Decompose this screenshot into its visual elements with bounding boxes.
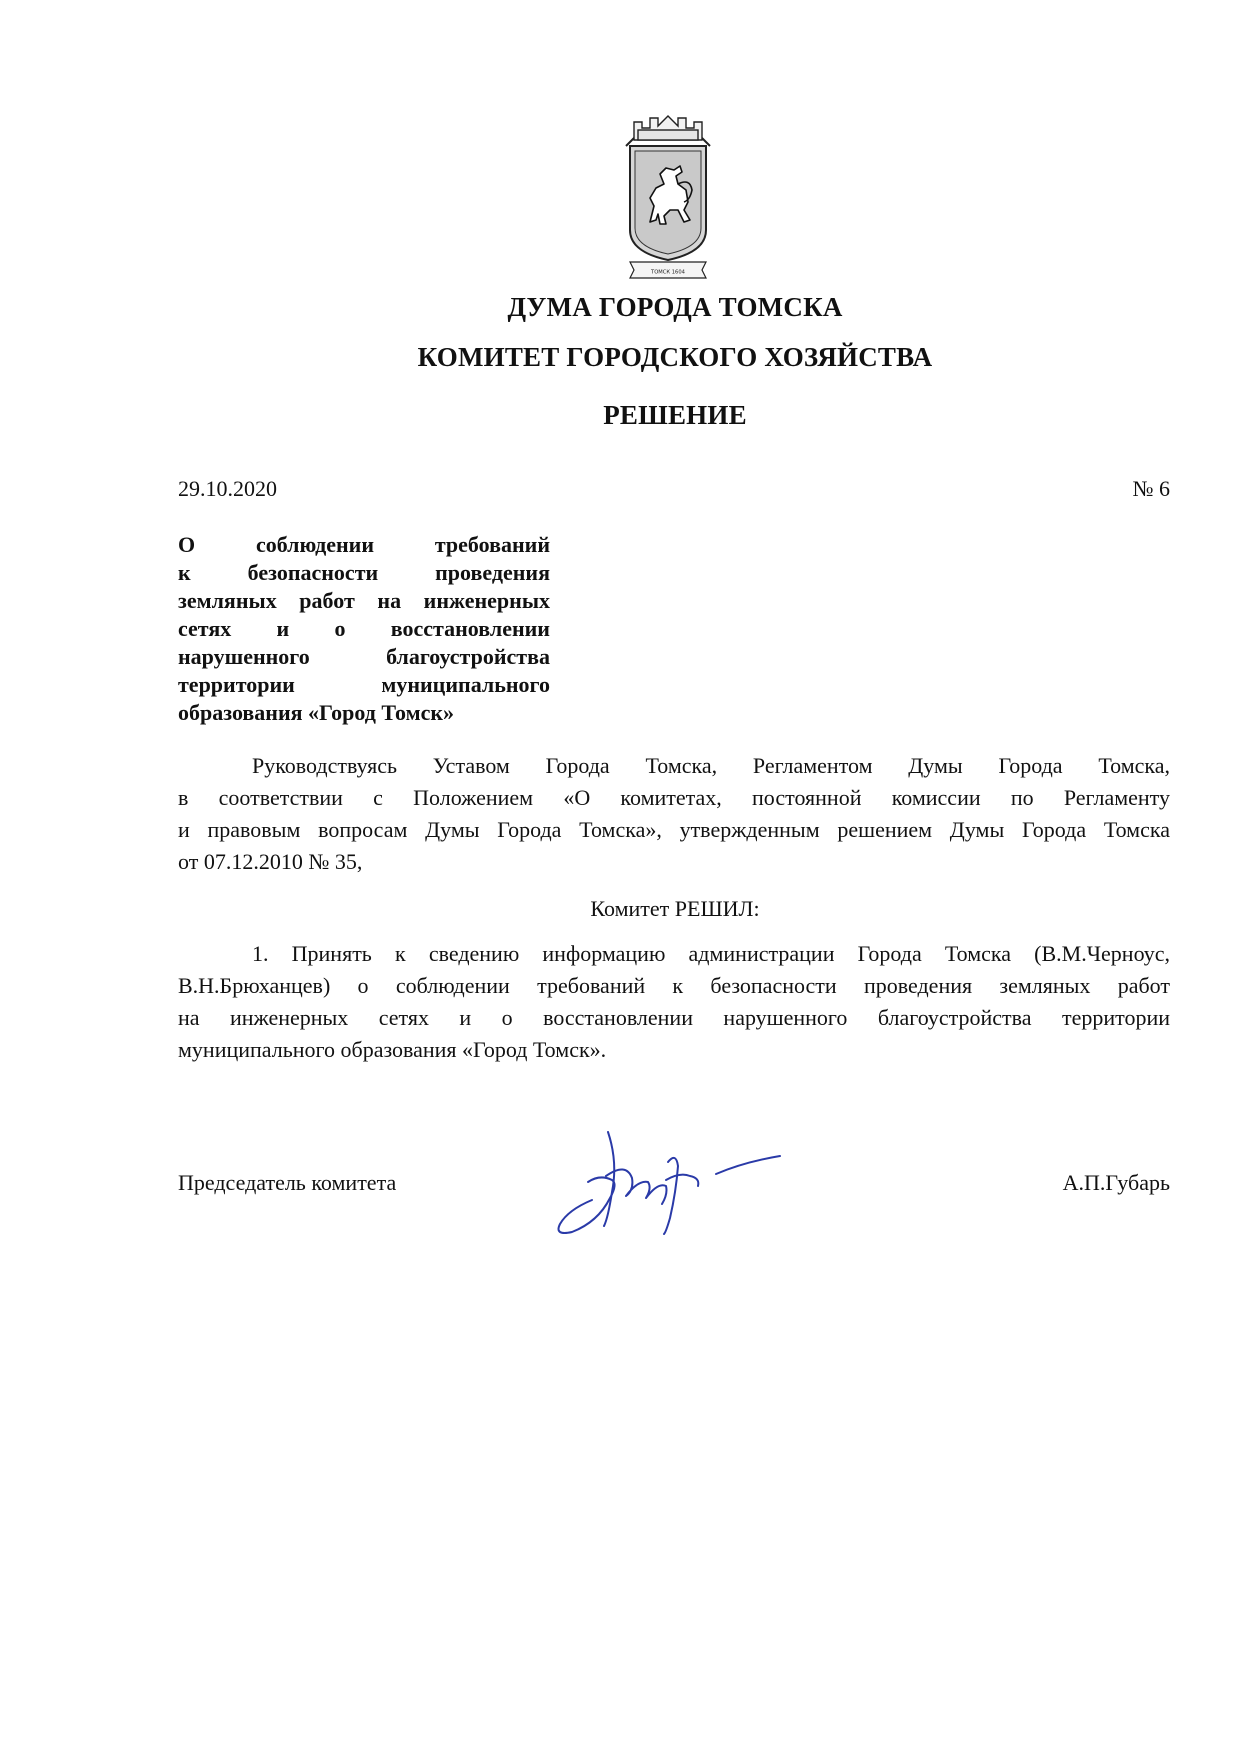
document-number: № 6: [1132, 476, 1170, 501]
item-line: муниципального образования «Город Томск».: [178, 1037, 607, 1062]
document-subject: [178, 531, 550, 727]
subject-line: нарушенного благоустройства: [178, 644, 550, 669]
document-type-title: РЕШЕНИЕ: [603, 400, 747, 430]
document-meta: [178, 476, 1170, 508]
document-date: 29.10.2020: [178, 476, 277, 501]
item-line: В.Н.Брюханцев) о соблюдении требований к безопасности проведения земляных работ: [178, 973, 1170, 998]
subject-line: к безопасности проведения: [178, 560, 550, 585]
tomsk-coat-of-arms-icon: [620, 110, 716, 280]
preamble-line: в соответствии с Положением «О комитетах, постоянной комиссии по Регламенту: [178, 785, 1170, 810]
emblem-ribbon-text: ТОМСК 1604: [651, 269, 685, 276]
decision-heading: Комитет РЕШИЛ:: [590, 896, 760, 921]
preamble-line: от 07.12.2010 № 35,: [178, 849, 363, 874]
committee-title: КОМИТЕТ ГОРОДСКОГО ХОЗЯЙСТВА: [417, 342, 933, 372]
subject-line: образования «Город Томск»: [178, 700, 455, 725]
subject-line: территории муниципального: [178, 672, 550, 697]
signature-ink: [559, 1132, 781, 1234]
preamble-line: и правовым вопросам Думы Города Томска», утвержденным решением Думы Города Томска: [178, 817, 1170, 842]
preamble-line: Руководствуясь Уставом Города Томска, Регламентом Думы Города Томска,: [252, 753, 1170, 778]
subject-line: О соблюдении требований: [178, 532, 550, 557]
preamble-paragraph: [178, 750, 1170, 878]
organization-title: ДУМА ГОРОДА ТОМСКА: [507, 292, 843, 322]
decision-item-1: [178, 938, 1170, 1066]
signatory-name: А.П.Губарь: [1062, 1170, 1170, 1195]
item-line: на инженерных сетях и о восстановлении нарушенного благоустройства территории: [178, 1005, 1170, 1030]
subject-line: земляных работ на инженерных: [178, 588, 550, 613]
handwritten-signature-icon: [548, 1122, 808, 1252]
subject-line: сетях и о восстановлении: [178, 616, 550, 641]
item-line: 1. Принять к сведению информацию администрации Города Томска (В.М.Черноус,: [252, 941, 1170, 966]
signatory-role: Председатель комитета: [178, 1170, 397, 1195]
